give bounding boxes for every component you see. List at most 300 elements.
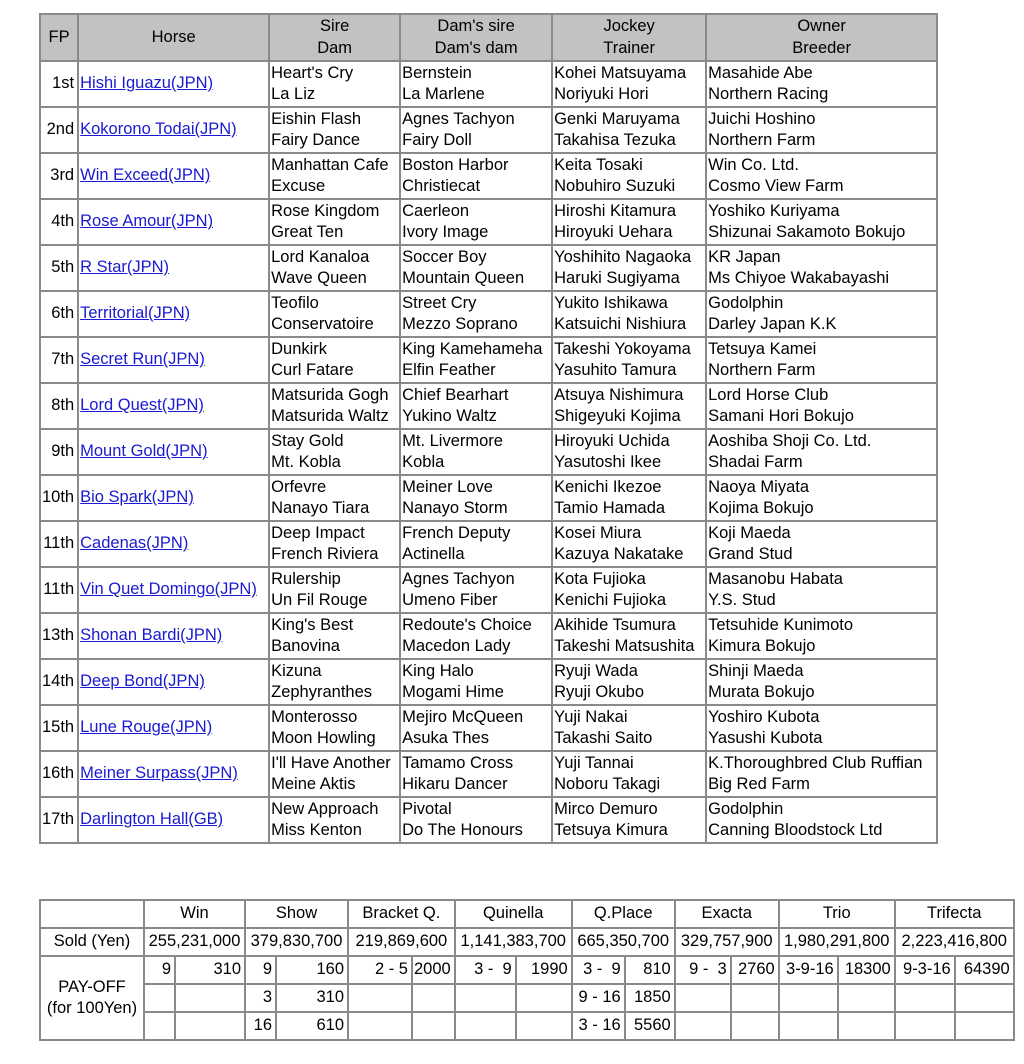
horse-link[interactable]: Darlington Hall(GB) bbox=[80, 810, 224, 829]
breeder: Yasushi Kubota bbox=[708, 729, 823, 747]
owner-breeder-cell bbox=[706, 61, 937, 107]
owner-breeder-cell bbox=[706, 705, 937, 751]
dams-dam: Nanayo Storm bbox=[402, 499, 508, 517]
jockey-trainer-cell bbox=[552, 521, 706, 567]
dams-sire: French Deputy bbox=[402, 523, 511, 542]
sire: Rose Kingdom bbox=[271, 201, 380, 220]
winning-combination bbox=[675, 1012, 731, 1040]
dams-dam: Fairy Doll bbox=[402, 131, 472, 149]
owner: Tetsuya Kamei bbox=[708, 339, 817, 358]
finish-position: 9th bbox=[40, 429, 78, 475]
jockey: Yuji Nakai bbox=[554, 707, 628, 726]
trainer: Ryuji Okubo bbox=[554, 683, 644, 701]
dams-dam: Mezzo Soprano bbox=[402, 315, 518, 333]
winning-combination: 9 bbox=[144, 956, 175, 984]
dams-sire: King Kamehameha bbox=[402, 339, 543, 358]
race-result-table bbox=[39, 13, 938, 844]
horse-cell bbox=[78, 291, 269, 337]
owner: Naoya Miyata bbox=[708, 477, 810, 496]
payoff-amount: 2000 bbox=[412, 956, 455, 984]
table-row bbox=[40, 475, 937, 521]
dams-sire: King Halo bbox=[402, 661, 474, 680]
horse-cell bbox=[78, 153, 269, 199]
dam: Excuse bbox=[271, 177, 326, 195]
jockey: Yukito Ishikawa bbox=[554, 293, 668, 312]
payoff-amount bbox=[731, 984, 779, 1012]
damsire-damsdam-cell bbox=[400, 153, 552, 199]
sire: Orfevre bbox=[271, 477, 327, 496]
trainer: Katsuichi Nishiura bbox=[554, 315, 687, 333]
dams-dam: Hikaru Dancer bbox=[402, 775, 508, 793]
header-dam: Dam bbox=[317, 38, 353, 57]
dams-sire: Redoute's Choice bbox=[402, 615, 532, 634]
bet-type-header: Show bbox=[245, 900, 348, 928]
payoff-row bbox=[40, 1012, 1014, 1040]
winning-combination: 9-3-16 bbox=[895, 956, 955, 984]
horse-link[interactable]: Bio Spark(JPN) bbox=[80, 488, 194, 507]
owner-breeder-cell bbox=[706, 429, 937, 475]
payoff-amount: 810 bbox=[625, 956, 675, 984]
dam: Mt. Kobla bbox=[271, 453, 341, 471]
finish-position: 1st bbox=[40, 61, 78, 107]
bet-type-header: Bracket Q. bbox=[348, 900, 455, 928]
sire-dam-cell bbox=[269, 475, 400, 521]
horse-link[interactable]: Lord Quest(JPN) bbox=[80, 396, 204, 415]
payoff-table bbox=[39, 899, 1015, 1041]
jockey-trainer-cell bbox=[552, 199, 706, 245]
bet-type-header: Quinella bbox=[455, 900, 572, 928]
finish-position: 7th bbox=[40, 337, 78, 383]
winning-combination bbox=[348, 1012, 412, 1040]
table-row bbox=[40, 61, 937, 107]
jockey: Hiroshi Kitamura bbox=[554, 201, 677, 220]
damsire-damsdam-cell bbox=[400, 613, 552, 659]
dam: Fairy Dance bbox=[271, 131, 361, 149]
breeder: Northern Farm bbox=[708, 361, 816, 379]
payoff-amount: 310 bbox=[276, 984, 348, 1012]
finish-position: 4th bbox=[40, 199, 78, 245]
finish-position: 8th bbox=[40, 383, 78, 429]
jockey-trainer-cell bbox=[552, 613, 706, 659]
trainer: Haruki Sugiyama bbox=[554, 269, 680, 287]
payoff-body bbox=[40, 900, 1014, 1040]
dam: Nanayo Tiara bbox=[271, 499, 370, 517]
winning-combination bbox=[895, 1012, 955, 1040]
sire: Monterosso bbox=[271, 707, 358, 726]
dam: Conservatoire bbox=[271, 315, 374, 333]
table-row bbox=[40, 521, 937, 567]
payoff-amount: 2760 bbox=[731, 956, 779, 984]
sold-amount: 2,223,416,800 bbox=[895, 928, 1014, 956]
winning-combination bbox=[144, 1012, 175, 1040]
payoff-amount bbox=[838, 984, 895, 1012]
horse-cell bbox=[78, 107, 269, 153]
table-row bbox=[40, 429, 937, 475]
horse-cell bbox=[78, 475, 269, 521]
horse-link[interactable]: Secret Run(JPN) bbox=[80, 350, 205, 369]
owner-breeder-cell bbox=[706, 383, 937, 429]
table-row bbox=[40, 659, 937, 705]
winning-combination: 9 - 16 bbox=[572, 984, 625, 1012]
horse-link[interactable]: Kokorono Todai(JPN) bbox=[80, 120, 237, 139]
horse-cell bbox=[78, 797, 269, 843]
trainer: Yasutoshi Ikee bbox=[554, 453, 662, 471]
jockey-trainer-cell bbox=[552, 659, 706, 705]
owner-breeder-cell bbox=[706, 659, 937, 705]
winning-combination: 3 - 9 bbox=[455, 956, 516, 984]
sold-amount: 665,350,700 bbox=[572, 928, 675, 956]
damsire-damsdam-cell bbox=[400, 521, 552, 567]
payoff-label-line: (for 100Yen) bbox=[46, 999, 138, 1017]
sold-amount: 255,231,000 bbox=[144, 928, 245, 956]
dams-dam: La Marlene bbox=[402, 85, 485, 103]
dams-sire: Soccer Boy bbox=[402, 247, 487, 266]
jockey-trainer-cell bbox=[552, 107, 706, 153]
owner-breeder-cell bbox=[706, 107, 937, 153]
owner: Masanobu Habata bbox=[708, 569, 843, 588]
horse-link[interactable]: R Star(JPN) bbox=[80, 258, 170, 277]
payoff-amount bbox=[175, 1012, 245, 1040]
horse-link[interactable]: Territorial(JPN) bbox=[80, 304, 191, 323]
damsire-damsdam-cell bbox=[400, 705, 552, 751]
table-row bbox=[40, 567, 937, 613]
trainer: Takahisa Tezuka bbox=[554, 131, 676, 149]
sire: Deep Impact bbox=[271, 523, 365, 542]
horse-cell bbox=[78, 521, 269, 567]
owner-breeder-cell bbox=[706, 199, 937, 245]
sire-dam-cell bbox=[269, 291, 400, 337]
finish-position: 10th bbox=[40, 475, 78, 521]
owner-breeder-cell bbox=[706, 567, 937, 613]
bet-type-header: Exacta bbox=[675, 900, 779, 928]
sire-dam-cell bbox=[269, 751, 400, 797]
jockey: Yuji Tannai bbox=[554, 753, 634, 772]
horse-link[interactable]: Cadenas(JPN) bbox=[80, 534, 189, 553]
bet-type-header: Win bbox=[144, 900, 245, 928]
trainer: Hiroyuki Uehara bbox=[554, 223, 673, 241]
header-damsdam: Dam's dam bbox=[434, 38, 518, 57]
sire: Teofilo bbox=[271, 293, 319, 312]
payoff-amount bbox=[516, 984, 572, 1012]
jockey-trainer-cell bbox=[552, 383, 706, 429]
horse-cell bbox=[78, 245, 269, 291]
jockey-trainer-cell bbox=[552, 705, 706, 751]
payoff-amount bbox=[516, 1012, 572, 1040]
winning-combination bbox=[455, 984, 516, 1012]
dam: French Riviera bbox=[271, 545, 379, 563]
owner: Win Co. Ltd. bbox=[708, 155, 799, 174]
owner-breeder-cell bbox=[706, 337, 937, 383]
table-row bbox=[40, 291, 937, 337]
jockey-trainer-cell bbox=[552, 291, 706, 337]
trainer: Nobuhiro Suzuki bbox=[554, 177, 676, 195]
horse-cell bbox=[78, 567, 269, 613]
owner-breeder-cell bbox=[706, 475, 937, 521]
payoff-amount: 1850 bbox=[625, 984, 675, 1012]
owner: Aoshiba Shoji Co. Ltd. bbox=[708, 431, 872, 450]
bet-type-header: Trio bbox=[779, 900, 895, 928]
dams-sire: Bernstein bbox=[402, 63, 472, 82]
winning-combination: 3 bbox=[245, 984, 276, 1012]
jockey: Hiroyuki Uchida bbox=[554, 431, 670, 450]
breeder: Murata Bokujo bbox=[708, 683, 815, 701]
winning-combination: 9 - 3 bbox=[675, 956, 731, 984]
trainer: Yasuhito Tamura bbox=[554, 361, 677, 379]
header-trainer: Trainer bbox=[603, 38, 655, 57]
sire: Lord Kanaloa bbox=[271, 247, 370, 266]
dam: Banovina bbox=[271, 637, 340, 655]
header-owner-breeder bbox=[706, 14, 937, 61]
jockey: Akihide Tsumura bbox=[554, 615, 676, 634]
owner: KR Japan bbox=[708, 247, 781, 266]
jockey: Mirco Demuro bbox=[554, 799, 658, 818]
horse-cell bbox=[78, 613, 269, 659]
winning-combination: 3-9-16 bbox=[779, 956, 838, 984]
jockey-trainer-cell bbox=[552, 153, 706, 199]
payoff-amount bbox=[955, 1012, 1014, 1040]
owner: Lord Horse Club bbox=[708, 385, 829, 404]
header-sire-dam bbox=[269, 14, 400, 61]
header-damsire: Dam's sire bbox=[437, 17, 515, 35]
bet-type-header: Trifecta bbox=[895, 900, 1014, 928]
horse-link[interactable]: Deep Bond(JPN) bbox=[80, 672, 205, 691]
payoff-amount bbox=[412, 984, 455, 1012]
trainer: Kenichi Fujioka bbox=[554, 591, 667, 609]
jockey-trainer-cell bbox=[552, 245, 706, 291]
owner: Godolphin bbox=[708, 293, 784, 312]
payoff-amount bbox=[955, 984, 1014, 1012]
jockey: Kosei Miura bbox=[554, 523, 642, 542]
damsire-damsdam-cell bbox=[400, 567, 552, 613]
header-jockey-trainer bbox=[552, 14, 706, 61]
dam: Matsurida Waltz bbox=[271, 407, 389, 425]
sire: Kizuna bbox=[271, 661, 322, 680]
trainer: Shigeyuki Kojima bbox=[554, 407, 681, 425]
trainer: Noboru Takagi bbox=[554, 775, 661, 793]
owner: K.Thoroughbred Club Ruffian bbox=[708, 753, 923, 772]
dam: Great Ten bbox=[271, 223, 344, 241]
sire-dam-cell bbox=[269, 153, 400, 199]
breeder: Samani Hori Bokujo bbox=[708, 407, 854, 425]
dam: Un Fil Rouge bbox=[271, 591, 368, 609]
dam: Curl Fatare bbox=[271, 361, 354, 379]
header-fp: FP bbox=[40, 14, 78, 61]
owner-breeder-cell bbox=[706, 613, 937, 659]
dams-dam: Elfin Feather bbox=[402, 361, 496, 379]
owner-breeder-cell bbox=[706, 245, 937, 291]
dams-dam: Umeno Fiber bbox=[402, 591, 498, 609]
damsire-damsdam-cell bbox=[400, 429, 552, 475]
dams-sire: Street Cry bbox=[402, 293, 477, 312]
header-owner: Owner bbox=[797, 17, 846, 35]
sire-dam-cell bbox=[269, 337, 400, 383]
finish-position: 15th bbox=[40, 705, 78, 751]
winning-combination: 16 bbox=[245, 1012, 276, 1040]
finish-position: 17th bbox=[40, 797, 78, 843]
payoff-row bbox=[40, 956, 1014, 984]
breeder: Ms Chiyoe Wakabayashi bbox=[708, 269, 890, 287]
owner: Yoshiro Kubota bbox=[708, 707, 820, 726]
dams-sire: Caerleon bbox=[402, 201, 470, 220]
sold-amount: 219,869,600 bbox=[348, 928, 455, 956]
trainer: Tamio Hamada bbox=[554, 499, 666, 517]
sire-dam-cell bbox=[269, 61, 400, 107]
header-jockey: Jockey bbox=[603, 17, 655, 35]
sire: Manhattan Cafe bbox=[271, 155, 389, 174]
breeder: Darley Japan K.K bbox=[708, 315, 837, 333]
sold-amount: 1,980,291,800 bbox=[779, 928, 895, 956]
sire: I'll Have Another bbox=[271, 753, 391, 772]
finish-position: 16th bbox=[40, 751, 78, 797]
sire: Stay Gold bbox=[271, 431, 344, 450]
horse-link[interactable]: Rose Amour(JPN) bbox=[80, 212, 214, 231]
header-breeder: Breeder bbox=[792, 38, 851, 57]
payoff-amount bbox=[838, 1012, 895, 1040]
breeder: Northern Farm bbox=[708, 131, 816, 149]
finish-position: 5th bbox=[40, 245, 78, 291]
horse-link[interactable]: Hishi Iguazu(JPN) bbox=[80, 74, 214, 93]
winning-combination bbox=[144, 984, 175, 1012]
winning-combination bbox=[348, 984, 412, 1012]
owner-breeder-cell bbox=[706, 751, 937, 797]
sire-dam-cell bbox=[269, 797, 400, 843]
owner: Godolphin bbox=[708, 799, 784, 818]
dam: Moon Howling bbox=[271, 729, 376, 747]
payoff-amount bbox=[412, 1012, 455, 1040]
sire: New Approach bbox=[271, 799, 379, 818]
trainer: Takeshi Matsushita bbox=[554, 637, 695, 655]
sold-amount: 379,830,700 bbox=[245, 928, 348, 956]
horse-cell bbox=[78, 337, 269, 383]
winning-combination bbox=[455, 1012, 516, 1040]
dams-sire: Chief Bearhart bbox=[402, 385, 509, 404]
trainer: Tetsuya Kimura bbox=[554, 821, 668, 839]
breeder: Y.S. Stud bbox=[708, 591, 776, 609]
jockey: Ryuji Wada bbox=[554, 661, 638, 680]
finish-position: 11th bbox=[40, 567, 78, 613]
sire: Matsurida Gogh bbox=[271, 385, 389, 404]
dams-sire: Agnes Tachyon bbox=[402, 569, 515, 588]
owner: Juichi Hoshino bbox=[708, 109, 816, 128]
owner-breeder-cell bbox=[706, 153, 937, 199]
payoff-amount: 18300 bbox=[838, 956, 895, 984]
sire-dam-cell bbox=[269, 429, 400, 475]
damsire-damsdam-cell bbox=[400, 291, 552, 337]
payoff-label-line: PAY-OFF bbox=[58, 977, 126, 996]
dams-dam: Macedon Lady bbox=[402, 637, 511, 655]
dams-dam: Actinella bbox=[402, 545, 465, 563]
horse-link[interactable]: Lune Rouge(JPN) bbox=[80, 718, 213, 737]
breeder: Shadai Farm bbox=[708, 453, 803, 471]
breeder: Cosmo View Farm bbox=[708, 177, 844, 195]
trainer: Takashi Saito bbox=[554, 729, 653, 747]
jockey-trainer-cell bbox=[552, 797, 706, 843]
horse-link[interactable]: Vin Quet Domingo(JPN) bbox=[80, 580, 257, 599]
trainer: Kazuya Nakatake bbox=[554, 545, 684, 563]
dams-dam: Mogami Hime bbox=[402, 683, 504, 701]
table-row bbox=[40, 705, 937, 751]
payoff-label bbox=[40, 956, 144, 1040]
winning-combination bbox=[895, 984, 955, 1012]
jockey-trainer-cell bbox=[552, 567, 706, 613]
owner: Masahide Abe bbox=[708, 63, 813, 82]
table-row bbox=[40, 613, 937, 659]
winning-combination: 3 - 16 bbox=[572, 1012, 625, 1040]
horse-link[interactable]: Mount Gold(JPN) bbox=[80, 442, 208, 461]
sold-amount: 329,757,900 bbox=[675, 928, 779, 956]
jockey: Keita Tosaki bbox=[554, 155, 643, 174]
bet-type-row bbox=[40, 900, 1014, 928]
table-row bbox=[40, 153, 937, 199]
payoff-amount: 610 bbox=[276, 1012, 348, 1040]
owner-breeder-cell bbox=[706, 521, 937, 567]
damsire-damsdam-cell bbox=[400, 199, 552, 245]
payoff-amount: 310 bbox=[175, 956, 245, 984]
payoff-amount bbox=[731, 1012, 779, 1040]
sire-dam-cell bbox=[269, 659, 400, 705]
sold-row bbox=[40, 928, 1014, 956]
dams-sire: Mejiro McQueen bbox=[402, 707, 524, 726]
jockey: Takeshi Yokoyama bbox=[554, 339, 691, 358]
horse-cell bbox=[78, 705, 269, 751]
corner-cell bbox=[40, 900, 144, 928]
jockey-trainer-cell bbox=[552, 337, 706, 383]
payoff-amount bbox=[175, 984, 245, 1012]
horse-link[interactable]: Shonan Bardi(JPN) bbox=[80, 626, 223, 645]
dams-sire: Agnes Tachyon bbox=[402, 109, 515, 128]
sire-dam-cell bbox=[269, 705, 400, 751]
horse-link[interactable]: Meiner Surpass(JPN) bbox=[80, 764, 238, 783]
dams-dam: Yukino Waltz bbox=[402, 407, 497, 425]
sire: King's Best bbox=[271, 615, 354, 634]
damsire-damsdam-cell bbox=[400, 61, 552, 107]
dams-dam: Do The Honours bbox=[402, 821, 523, 839]
result-header-row bbox=[40, 14, 937, 61]
dams-dam: Ivory Image bbox=[402, 223, 489, 241]
winning-combination: 3 - 9 bbox=[572, 956, 625, 984]
dams-dam: Kobla bbox=[402, 453, 445, 471]
owner: Shinji Maeda bbox=[708, 661, 804, 680]
damsire-damsdam-cell bbox=[400, 751, 552, 797]
table-row bbox=[40, 797, 937, 843]
jockey: Kohei Matsuyama bbox=[554, 63, 687, 82]
sire-dam-cell bbox=[269, 567, 400, 613]
damsire-damsdam-cell bbox=[400, 475, 552, 521]
dams-sire: Pivotal bbox=[402, 799, 452, 818]
dams-sire: Tamamo Cross bbox=[402, 753, 514, 772]
sire-dam-cell bbox=[269, 613, 400, 659]
table-row bbox=[40, 199, 937, 245]
breeder: Northern Racing bbox=[708, 85, 829, 103]
dams-dam: Mountain Queen bbox=[402, 269, 525, 287]
sire-dam-cell bbox=[269, 107, 400, 153]
horse-link[interactable]: Win Exceed(JPN) bbox=[80, 166, 211, 185]
jockey: Genki Maruyama bbox=[554, 109, 680, 128]
dam: Miss Kenton bbox=[271, 821, 362, 839]
finish-position: 3rd bbox=[40, 153, 78, 199]
damsire-damsdam-cell bbox=[400, 245, 552, 291]
horse-cell bbox=[78, 751, 269, 797]
breeder: Kojima Bokujo bbox=[708, 499, 814, 517]
sire-dam-cell bbox=[269, 245, 400, 291]
jockey: Atsuya Nishimura bbox=[554, 385, 684, 404]
winning-combination bbox=[675, 984, 731, 1012]
owner: Yoshiko Kuriyama bbox=[708, 201, 840, 220]
jockey: Kenichi Ikezoe bbox=[554, 477, 662, 496]
dams-sire: Mt. Livermore bbox=[402, 431, 503, 450]
horse-cell bbox=[78, 383, 269, 429]
finish-position: 14th bbox=[40, 659, 78, 705]
